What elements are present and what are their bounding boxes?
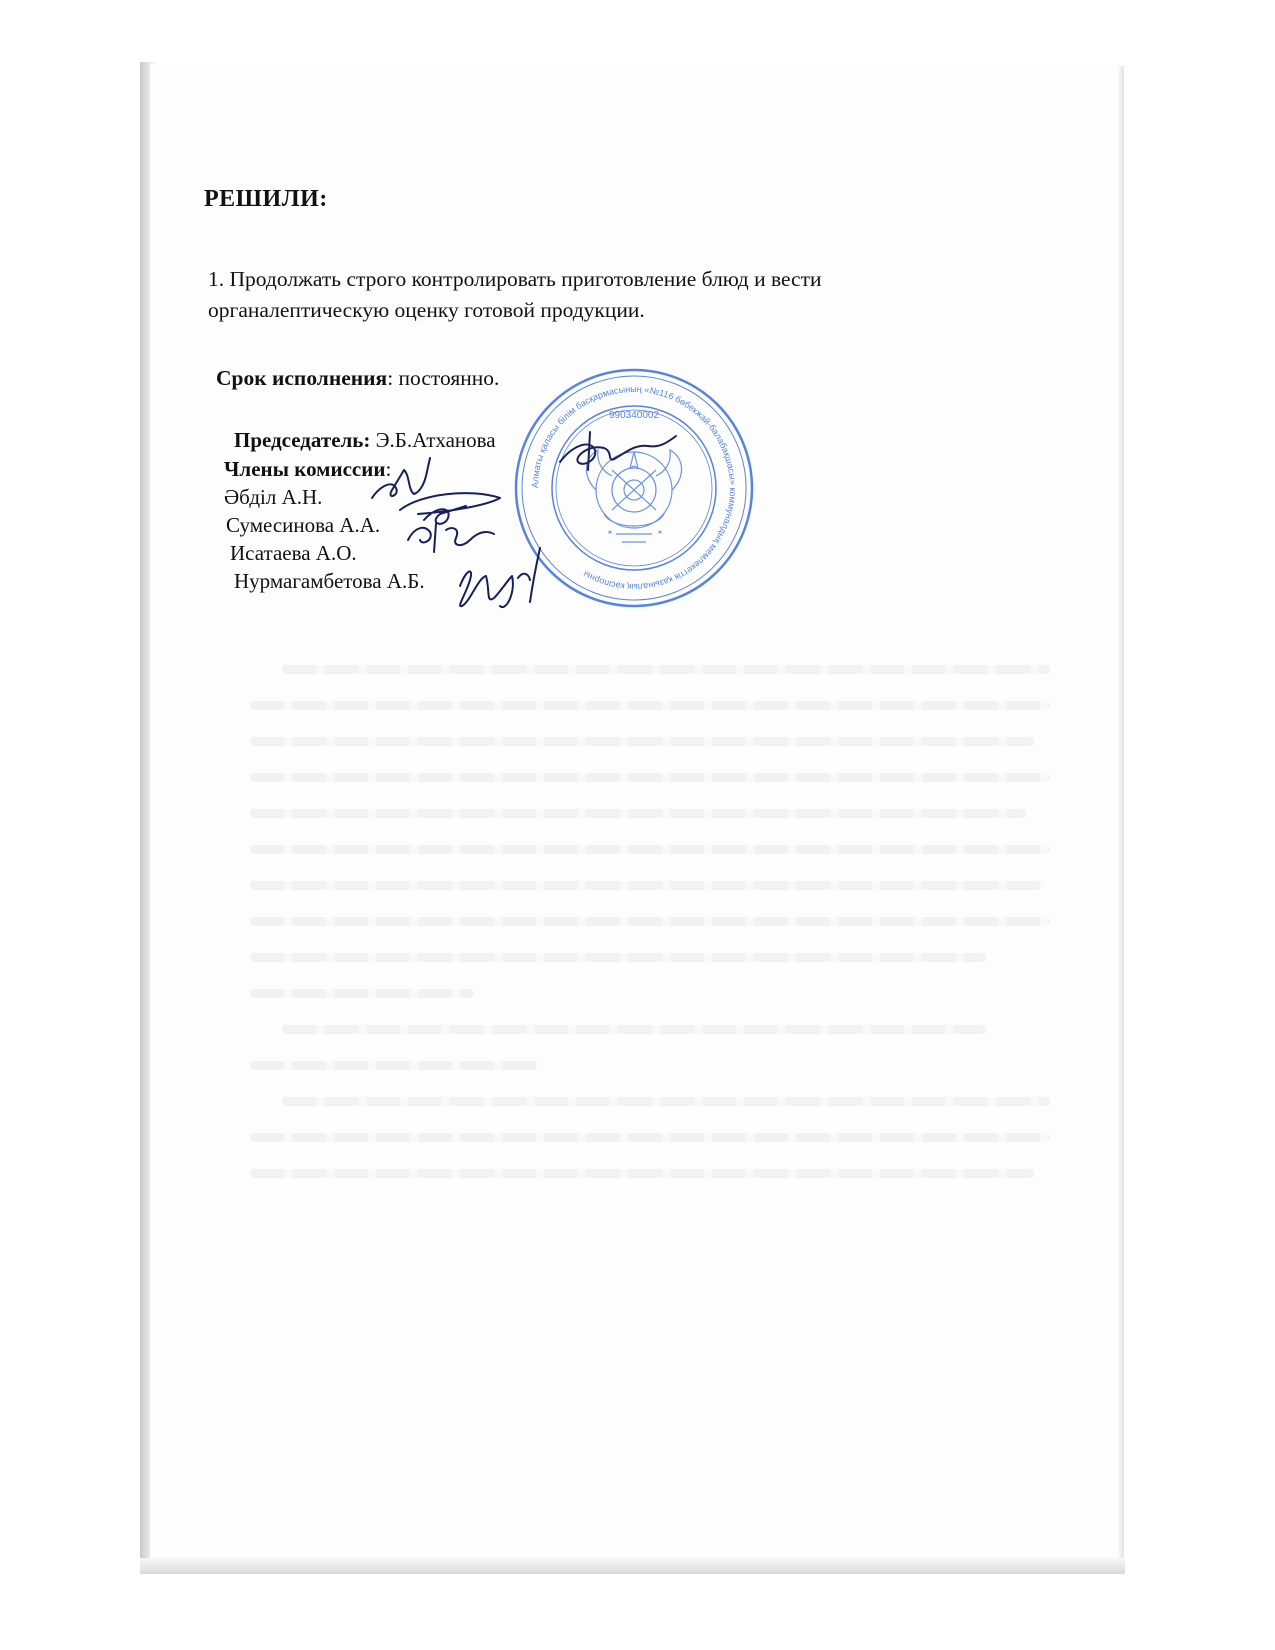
members-list <box>224 483 425 595</box>
paper-right-edge <box>1118 66 1124 1574</box>
stamp-bin: 990340002 <box>608 410 660 421</box>
paper-bottom-edge <box>140 1558 1125 1574</box>
deadline-line <box>216 366 499 391</box>
member-name: Исатаева А.О. <box>230 541 357 565</box>
stamp-ring-textpath: Алматы қаласы білім басқармасының «№116 бөбекжай-балабақшасы» коммуналдық мемлекеттік қазыналық кәсіпорны <box>529 383 739 593</box>
emblem-icon <box>586 450 681 542</box>
members-heading <box>224 457 391 482</box>
members-label: Члены комиссии <box>224 457 386 481</box>
deadline-value: : постоянно. <box>387 366 500 390</box>
member-name: Әбділ А.Н. <box>224 485 323 509</box>
decision-heading: РЕШИЛИ: <box>204 186 328 212</box>
member-name: Сумесинова А.А. <box>226 513 381 537</box>
member-name: Нурмагамбетова А.Б. <box>234 569 425 593</box>
decision-item-1: 1. Продолжать строго контролировать приготовление блюд и вести органалептическую оценку готовой продукции. <box>208 267 822 322</box>
chairman-line <box>234 428 496 453</box>
deadline-label: Срок исполнения <box>216 366 388 390</box>
chairman-name: Э.Б.Атханова <box>370 428 496 452</box>
chairman-label: Председатель: <box>234 428 371 452</box>
official-round-stamp <box>512 366 756 610</box>
star-icon <box>608 530 612 534</box>
members-colon: : <box>385 457 392 481</box>
bleed-through-text <box>250 665 1050 1225</box>
star-icon <box>658 530 662 534</box>
